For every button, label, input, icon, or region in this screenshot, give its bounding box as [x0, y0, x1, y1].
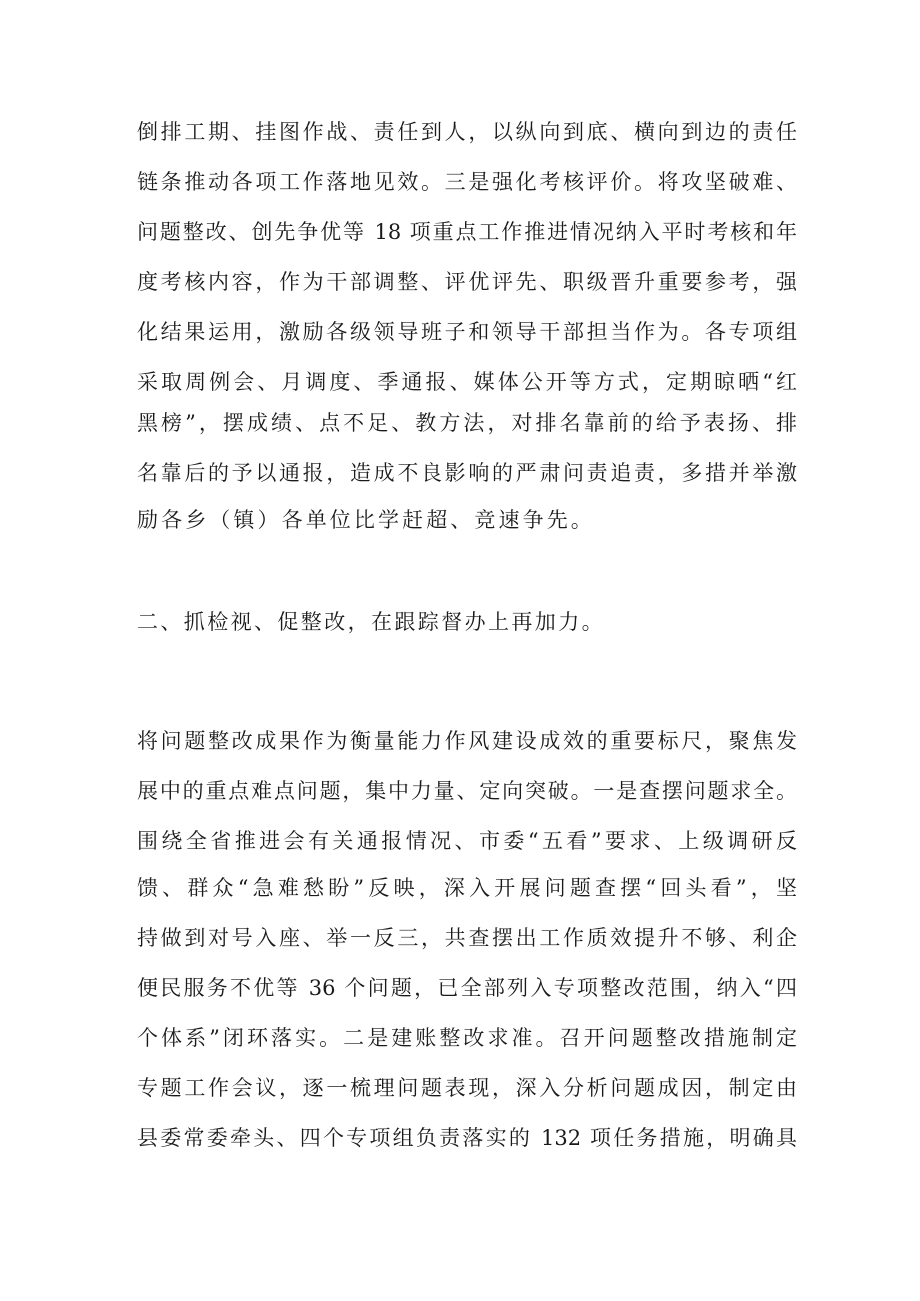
paragraph-1-line-4: 度考核内容，作为干部调整、评优评先、职级晋升重要参考，强	[137, 270, 797, 294]
paragraph-2-line-5: 持做到对号入座、举一反三，共查摆出工作质效提升不够、利企	[137, 926, 797, 950]
paragraph-1-line-1: 倒排工期、挂图作战、责任到人，以纵向到底、横向到边的责任	[137, 120, 797, 144]
section-heading-2: 二、抓检视、促整改，在跟踪督办上再加力。	[137, 610, 605, 634]
paragraph-1-line-6: 采取周例会、月调度、季通报、媒体公开等方式，定期晾晒“红	[137, 370, 797, 394]
paragraph-2-line-8: 专题工作会议，逐一梳理问题表现，深入分析问题成因，制定由	[137, 1076, 797, 1100]
paragraph-1-line-7: 黑榜”，摆成绩、点不足、教方法，对排名靠前的给予表扬、排	[137, 411, 797, 435]
paragraph-2-line-7: 个体系”闭环落实。二是建账整改求准。召开问题整改措施制定	[137, 1026, 797, 1050]
paragraph-2-line-9: 县委常委牵头、四个专项组负责落实的 132 项任务措施，明确具	[137, 1126, 797, 1150]
paragraph-2-line-6: 便民服务不优等 36 个问题，已全部列入专项整改范围，纳入“四	[137, 976, 797, 1000]
paragraph-2-line-3: 围绕全省推进会有关通报情况、市委“五看”要求、上级调研反	[137, 829, 797, 853]
paragraph-2-line-2: 展中的重点难点问题，集中力量、定向突破。一是查摆问题求全。	[137, 779, 797, 803]
paragraph-1-line-5: 化结果运用，激励各级领导班子和领导干部担当作为。各专项组	[137, 320, 797, 344]
paragraph-2-line-1: 将问题整改成果作为衡量能力作风建设成效的重要标尺，聚焦发	[137, 729, 797, 753]
paragraph-1-line-2: 链条推动各项工作落地见效。三是强化考核评价。将攻坚破难、	[137, 170, 797, 194]
paragraph-1-line-3: 问题整改、创先争优等 18 项重点工作推进情况纳入平时考核和年	[137, 220, 797, 244]
paragraph-1-line-8: 名靠后的予以通报，造成不良影响的严肃问责追责，多措并举激	[137, 461, 797, 485]
paragraph-1-line-9: 励各乡（镇）各单位比学赶超、竞速争先。	[137, 508, 595, 532]
paragraph-2-line-4: 馈、群众“急难愁盼”反映，深入开展问题查摆“回头看”，坚	[137, 876, 797, 900]
